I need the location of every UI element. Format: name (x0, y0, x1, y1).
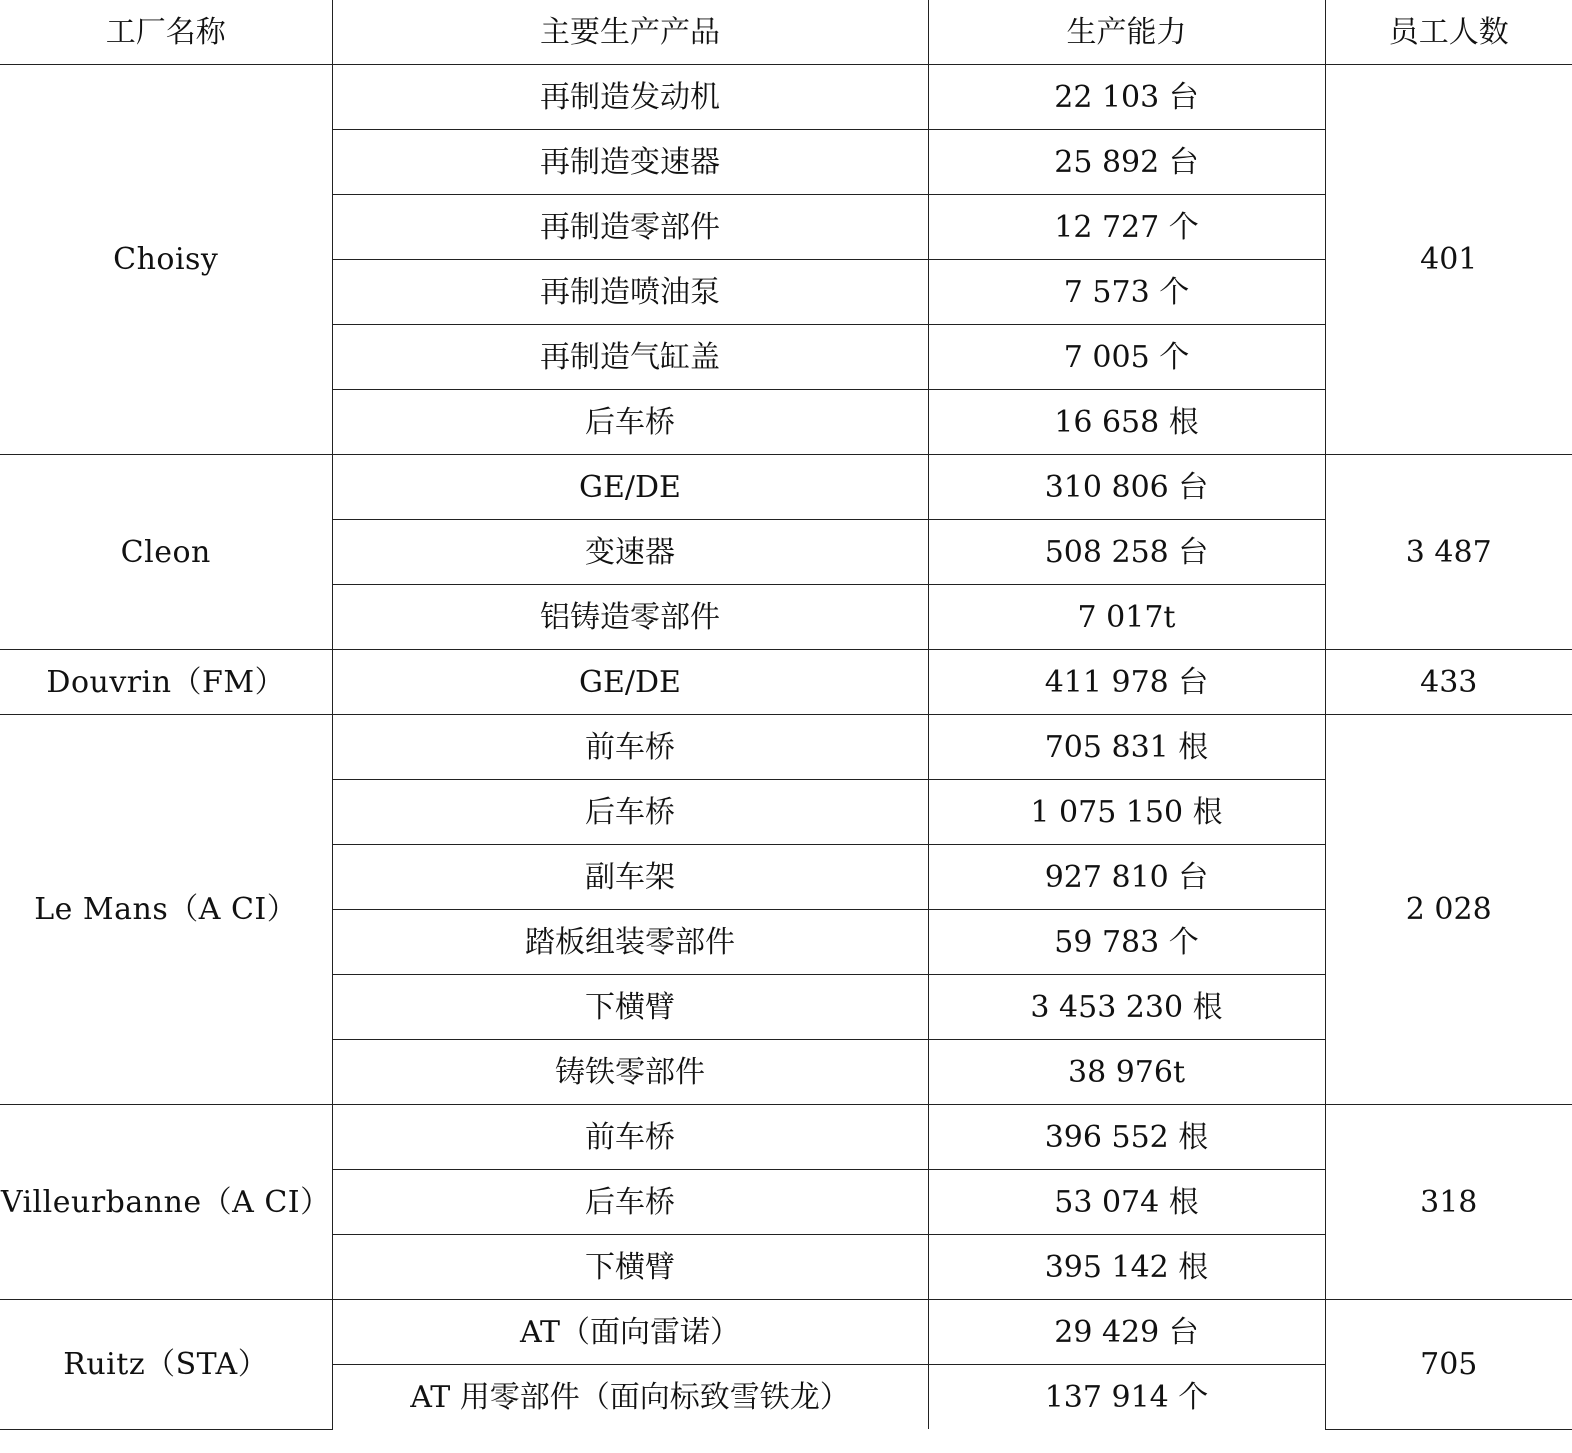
product-cell: GE/DE (332, 650, 928, 715)
product-cell: 再制造变速器 (332, 130, 928, 195)
capacity-cell: 395 142 根 (928, 1235, 1325, 1300)
table-body (0, 65, 1572, 1430)
capacity-cell: 1 075 150 根 (928, 780, 1325, 845)
product-cell: 副车架 (332, 845, 928, 910)
table-row (0, 1105, 1572, 1170)
capacity-cell: 12 727 个 (928, 195, 1325, 260)
staff-count-cell: 2 028 (1325, 715, 1572, 1105)
header-factory-name: 工厂名称 (0, 0, 332, 65)
header-staff-count: 员工人数 (1325, 0, 1572, 65)
product-cell: 下横臂 (332, 1235, 928, 1300)
staff-count-cell: 433 (1325, 650, 1572, 715)
staff-count-cell: 3 487 (1325, 455, 1572, 650)
header-main-products: 主要生产产品 (332, 0, 928, 65)
product-cell: 再制造喷油泵 (332, 260, 928, 325)
product-cell: AT 用零部件（面向标致雪铁龙） (332, 1365, 928, 1430)
factory-name-cell: Villeurbanne（A CI） (0, 1105, 332, 1300)
factory-name-cell: Cleon (0, 455, 332, 650)
product-cell: 后车桥 (332, 1170, 928, 1235)
capacity-cell: 38 976t (928, 1040, 1325, 1105)
capacity-cell: 16 658 根 (928, 390, 1325, 455)
capacity-cell: 25 892 台 (928, 130, 1325, 195)
capacity-cell: 411 978 台 (928, 650, 1325, 715)
header-row (0, 0, 1572, 65)
product-cell: 铸铁零部件 (332, 1040, 928, 1105)
product-cell: 后车桥 (332, 390, 928, 455)
product-cell: 下横臂 (332, 975, 928, 1040)
table-row (0, 455, 1572, 520)
factory-name-cell: Douvrin（FM） (0, 650, 332, 715)
capacity-cell: 22 103 台 (928, 65, 1325, 130)
capacity-cell: 508 258 台 (928, 520, 1325, 585)
factory-name-cell: Ruitz（STA） (0, 1300, 332, 1430)
capacity-cell: 310 806 台 (928, 455, 1325, 520)
staff-count-cell: 705 (1325, 1300, 1572, 1430)
product-cell: 再制造零部件 (332, 195, 928, 260)
product-cell: 前车桥 (332, 715, 928, 780)
product-cell: AT（面向雷诺） (332, 1300, 928, 1365)
table-header (0, 0, 1572, 65)
product-cell: 再制造发动机 (332, 65, 928, 130)
capacity-cell: 137 914 个 (928, 1365, 1325, 1430)
capacity-cell: 53 074 根 (928, 1170, 1325, 1235)
table-row (0, 1300, 1572, 1365)
capacity-cell: 59 783 个 (928, 910, 1325, 975)
table-row (0, 65, 1572, 130)
capacity-cell: 3 453 230 根 (928, 975, 1325, 1040)
header-capacity: 生产能力 (928, 0, 1325, 65)
capacity-cell: 29 429 台 (928, 1300, 1325, 1365)
factory-name-cell: Choisy (0, 65, 332, 455)
product-cell: 踏板组装零部件 (332, 910, 928, 975)
capacity-cell: 7 017t (928, 585, 1325, 650)
capacity-cell: 927 810 台 (928, 845, 1325, 910)
factory-name-cell: Le Mans（A CI） (0, 715, 332, 1105)
staff-count-cell: 318 (1325, 1105, 1572, 1300)
table-row (0, 650, 1572, 715)
product-cell: GE/DE (332, 455, 928, 520)
table-row (0, 715, 1572, 780)
staff-count-cell: 401 (1325, 65, 1572, 455)
capacity-cell: 705 831 根 (928, 715, 1325, 780)
product-cell: 铝铸造零部件 (332, 585, 928, 650)
product-cell: 再制造气缸盖 (332, 325, 928, 390)
capacity-cell: 396 552 根 (928, 1105, 1325, 1170)
product-cell: 后车桥 (332, 780, 928, 845)
capacity-cell: 7 005 个 (928, 325, 1325, 390)
product-cell: 变速器 (332, 520, 928, 585)
capacity-cell: 7 573 个 (928, 260, 1325, 325)
product-cell: 前车桥 (332, 1105, 928, 1170)
